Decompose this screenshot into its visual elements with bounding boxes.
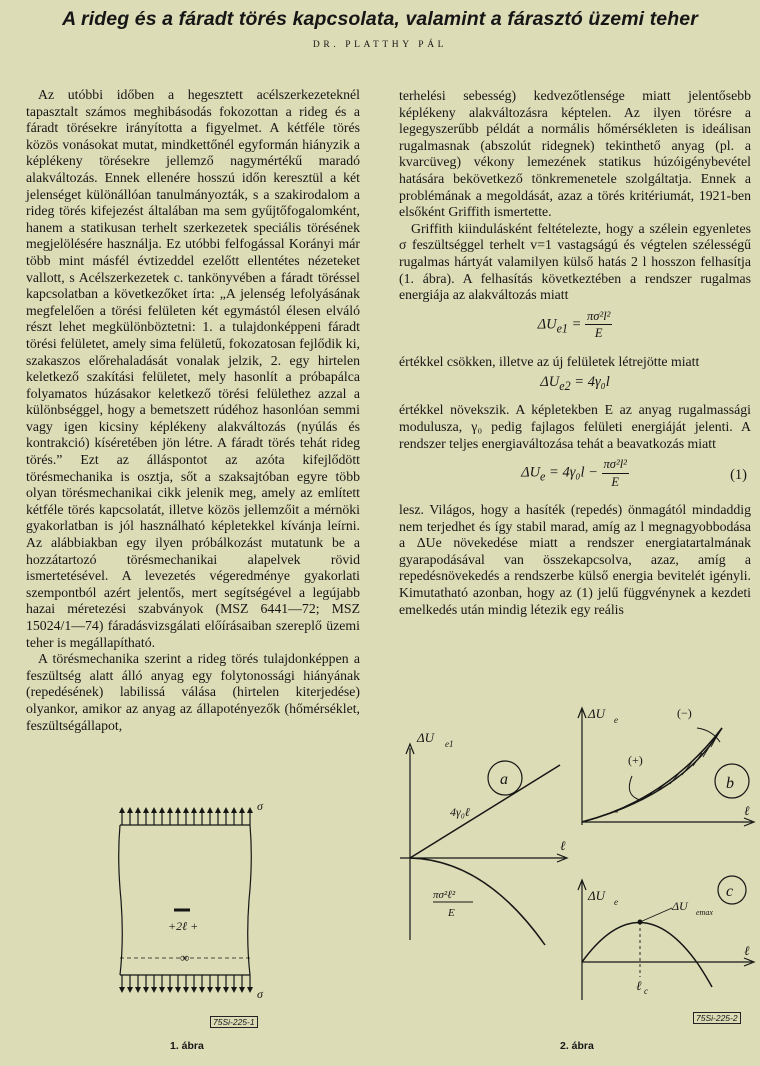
equation-total-energy [399,456,751,496]
crack-length-label: +2ℓ + [168,919,199,933]
fig2b-plus-label: (+) [628,753,643,767]
eq1-lhs: ΔU [537,316,557,333]
fig2a-x-label: ℓ [560,838,566,853]
bottom-arrows [122,975,250,988]
right-paragraph-4: értékkel növekszik. A képletekben E az anyag rugalmassági modulusza, γ₀ pedig fajlagos felületi energiáját jelenti. A rendszer teljes energiaváltozása tehát a beavatkozás miatt [399,402,751,451]
fig2b-y-sub: e [614,715,618,725]
figure-2c-critical-length [572,872,757,1017]
plate-left-break [119,825,123,975]
eq3-number: (1) [730,467,747,484]
fig2b-hatching [612,736,717,812]
fig2c-max-label: ΔU [672,899,688,913]
eq3-denominator: E [611,474,620,489]
right-paragraph-1: terhelési sebesség) kedvezőtlensége miatt jelentősebb képlékeny alakváltozásra képtelen. Az ilyen törésre a legegyszerűbb példát a normális hőmérsékleten is ideálisan rugalmasnak (abszolút ridegnek) tekinthető anyag (pl. a kvarcüveg) vékony lemezének statikus húzóigénybevétel hatására bekövetkező tönkremenetele szolgáltatja. Ennek a problémának a megoldását, azaz a törés kritériumát, 1921-ben elsőként Griffith ismertette. [399,88,751,220]
bottom-arrowheads [119,987,253,993]
fig2c-max-point [638,920,643,925]
eq1-fraction [585,308,612,342]
eq1-sub: e1 [556,321,568,336]
fig2b-x-label: ℓ [744,803,750,818]
fig2a-elastic-energy-curve [410,858,545,945]
eq3-lhs: ΔU [521,464,541,481]
eq3-sub: e [540,469,546,484]
figure-2b-energy-balance [572,700,757,835]
right-column [399,88,751,618]
fig2a-curve-numerator: πσ²ℓ² [433,889,456,901]
left-paragraph-2: A törésmechanika szerint a rideg törés tulajdonképpen a feszültség alatt álló anyag egy folytonossági hiányának (repedésének) labilissá válása (hirtelen kiterjedése) olyankor, amikor az anyag az állapotényezők (hőmérséklet, feszültségállapot, [26,651,360,733]
plate-right-break [248,825,252,975]
fig2a-line-label: 4γ₀ℓ [450,805,470,819]
sigma-top-label: σ [257,800,263,813]
figure-2-stamp: 75Si-225-2 [693,1012,741,1024]
fig2c-marker-label: c [726,883,734,900]
right-paragraph-5: lesz. Világos, hogy a hasíték (repedés) önmagától mindaddig nem terjedhet és így stabil marad, amíg az l megnagyobbodása a ΔUe növekedése miatt a rendszer energiatartalmának gyarapodásával van összekapcsolva, azaz, amíg a repedésnövekedés a rendszerbe külső energia bevitelét igényli. Kimutatható azonban, hogy az (1) jelű függvénynek a kezdeti emelkedés után mindig létezik egy reális [399,502,751,617]
fig2c-x-label: ℓ [744,943,750,958]
top-arrows [122,812,250,825]
infinity-label: ∞ [180,950,190,965]
top-arrowheads [119,807,253,813]
equation-surface-energy [399,374,751,396]
figure-1-stamp: 75Si-225-1 [210,1016,258,1028]
eq1-numerator: πσ²l² [585,308,612,326]
left-column [26,87,360,734]
fig2a-y-sub: e1 [445,739,454,749]
fig2b-y-label: ΔU [588,706,606,721]
equation-elastic-energy: $\Delta U_{e1}$ = $\frac{\text{πσ²l²}}{E}$ [537,308,611,341]
right-paragraph-3: értékkel csökken, illetve az új felületek létrejötte miatt [399,353,700,369]
fig2b-plus-pointer [629,776,640,800]
fig2c-y-sub: e [614,897,618,907]
eq2-sub: e2 [559,379,571,394]
left-paragraph-1: Az utóbbi időben a hegesztett acélszerkezeteknél tapasztalt számos meghibásodás fokozottan a rideg és a fáradt törésekre irányította a figyelmet. A kétféle törés közös vonásokat mutat, mindkettőnél egyformán hiányzik a képlékeny törésekre jellemző nagymértékű maradó alakváltozás. Ennek ellenére hosszú időn keresztül a két jelenséget különállóan tanulmányozták, s a szakirodalom a rideg törés kifejezést általában ma sem gyűjtőfogalomként, hanem a statikusan terhelt szerkezetek speciális törésének megjelölésére használja. Ez utóbbi felfogással Korányi már több mint másfél évtizeddel ezelőtt ellentétes nézeteket vallott, s Acélszerkezetek c. tankönyvében a fáradt töréssel kapcsolatban a következőket írta: „A jelenség lefolyásának megfelelően a törési felületen két egymástól élesen elváló részt lehet megkülönböztetni: 1. a tulajdonképpeni fáradt törési felületet, amely sima felületű, fokozatosan fejlődik ki, szakaszos előrehaladását vonalak jelzik, 2. egy hirtelen keletkező szakítási felületet, mely hasonlít a próbapálca folyamatos húzásakor keletkező törési felülethez azzal a különbséggel, hogy a bemetszett rúdéhoz hasonlóan semmi vagy igen kicsiny képlékeny alakváltozás (nyúlás és kontrakció) kíséretében jön létre. A fáradt törés tehát rideg törés.” Ezt az álláspontot az azóta kifejlődött törésmechanika is osztja, sőt a szaksajtóban egyre több olyan törésmechanikai cikk jelenik meg, amely az említett kétféle törés kapcsolatát, illetve közös jellemzőit a mérnöki gyakorlatban is jól használható képletekkel kívánja leírni. Az alábbiakban egy ilyen próbálkozást mutatunk be a hozzátartozó törésmechanikai alapelvek rövid ismertetésével. A levezetés végeredménye gyakorlati szempontból azért jelentős, mert segítségével a legújabb hazai méretezési szabványok (MSZ 6441—72; MSZ 15024/1—74) fáradásvizsgálati előírásaiban szereplő üzemi teher is megállapítható. [26,87,360,650]
eq3-mid: = 4γ₀l − [549,464,598,481]
fig2c-lc-label: ℓ [636,978,642,993]
article-author: DR. PLATTHY PÁL [312,40,448,50]
fig2b-upper-curve [582,728,722,822]
right-paragraph-2: Griffith kiindulásként feltételezte, hogy a szélein egyenletes σ feszültséggel terhelt v=1 vastagságú és végtelen szélességű rugalmas hártyát valamilyen külső hatás 2 l hosszon felhasítja (1. ábra). A felhasítás következtében a rendszer rugalmas energiája az alakváltozás miatt [399,220,751,303]
fig2b-lower-curve [582,728,722,822]
eq3-fraction [602,456,629,490]
figure-1-caption: 1. ábra [170,1040,204,1052]
sigma-bottom-label: σ [257,987,263,1001]
figure-2a-energy-components [395,720,570,950]
fig2b-marker-label: b [726,775,734,792]
fig2a-y-label: ΔU [417,730,435,745]
figure-2-caption: 2. ábra [560,1040,594,1052]
fig2c-lc-sub: c [644,986,648,996]
eq1-denominator: E [594,326,603,341]
fig2c-max-sub: emax [696,908,713,917]
fig2c-max-pointer [640,908,672,922]
fig2a-marker-label: a [500,771,508,788]
fig2b-minus-label: (−) [677,706,692,720]
fig2a-surface-energy-line [410,765,560,858]
figure-1-plate [100,800,280,1030]
fig2c-y-label: ΔU [588,888,606,903]
article-title: A rideg és a fáradt törés kapcsolata, valamint a fárasztó üzemi teher [62,8,698,30]
fig2a-curve-denominator: E [448,907,455,919]
eq2-lhs: ΔU [540,374,560,391]
fig2c-total-energy-curve [582,922,712,987]
eq3-numerator: πσ²l² [602,456,629,474]
eq2-rhs: = 4γ₀l [574,374,610,391]
